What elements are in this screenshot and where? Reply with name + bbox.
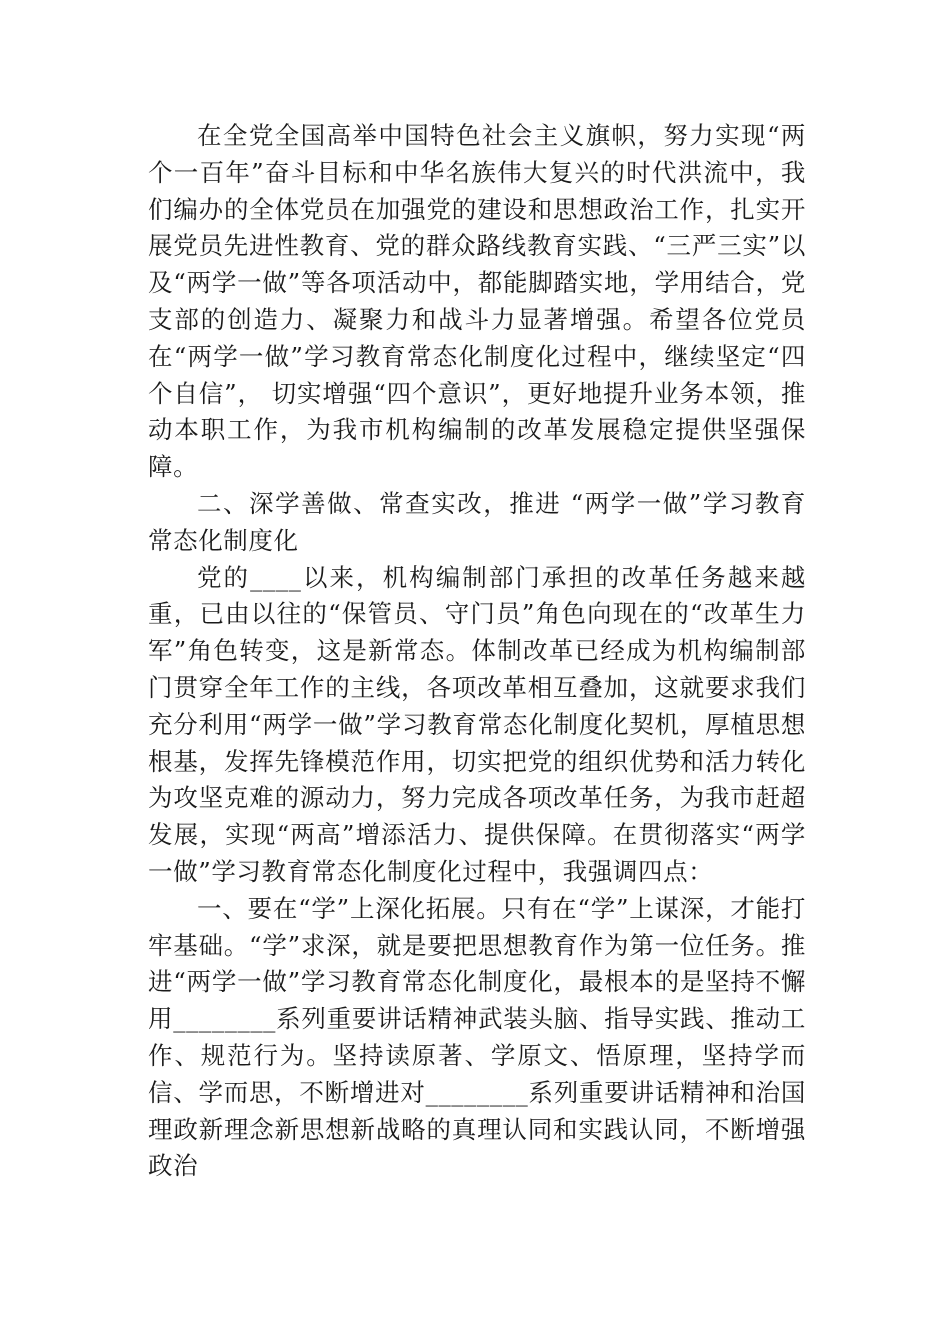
section-heading-two: 二、深学善做、常查实改，推进 “两学一做”学习教育常态化制度化 [148,488,806,555]
paragraph-new-normal: 党的____以来，机构编制部门承担的改革任务越来越重，已由以往的“保管员、守门员”角色向现在的“改革生力军”角色转变，这是新常态。体制改革已经成为机构编制部门贯穿全年工作的主线，各项改革相互叠加，这就要求我们充分利用“两学一做”学习教育常态化制度化契机，厚植思想根基，发挥先锋模范作用，切实把党的组织优势和活力转化为攻坚克难的源动力，努力完成各项改革任务，为我市赶超发展，实现“两高”增添活力、提供保障。在贯彻落实“两学一做”学习教育常态化制度化过程中，我强调四点： [148,562,806,886]
paragraph-intro: 在全党全国高举中国特色社会主义旗帜，努力实现“两个一百年”奋斗目标和中华名族伟大复兴的时代洪流中，我们编办的全体党员在加强党的建设和思想政治工作，扎实开展党员先进性教育、党的群众路线教育实践、“三严三实”以及“两学一做”等各项活动中，都能脚踏实地，学用结合，党支部的创造力、凝聚力和战斗力显著增强。希望各位党员在“两学一做”学习教育常态化制度化过程中，继续坚定“四个自信”， 切实增强“四个意识”，更好地提升业务本领，推动本职工作，为我市机构编制的改革发展稳定提供坚强保障。 [148,121,806,482]
document-body [148,118,806,1185]
paragraph-point-one: 一、要在“学”上深化拓展。只有在“学”上谋深，才能打牢基础。“学”求深，就是要把思想教育作为第一位任务。推进“两学一做”学习教育常态化制度化，最根本的是坚持不懈用________系列重要讲话精神武装头脑、指导实践、推动工作、规范行为。坚持读原著、学原文、悟原理，坚持学而信、学而思，不断增进对________系列重要讲话精神和治国理政新理念新思想新战略的真理认同和实践认同，不断增强政治 [148,893,806,1181]
